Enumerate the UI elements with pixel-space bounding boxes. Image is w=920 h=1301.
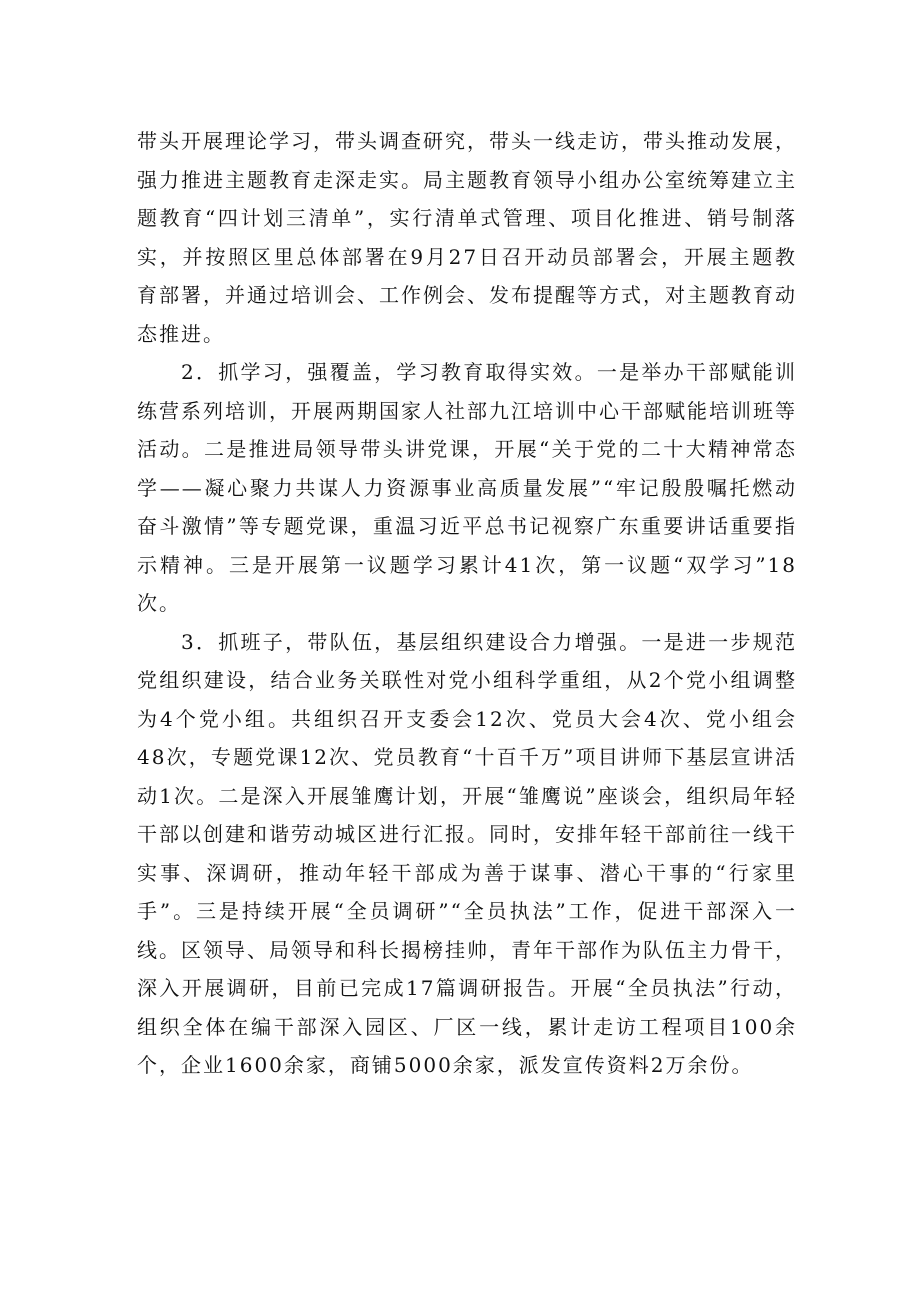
paragraph-item-2: 2．抓学习，强覆盖，学习教育取得实效。一是举办干部赋能训练营系列培训，开展两期国家人社部九江培训中心干部赋能培训班等活动。二是推进局领导带头讲党课，开展“关于党的二十大精神常态学——凝心聚力共谋人力资源事业高质量发展”“牢记殷殷嘱托燃动奋斗激情”等专题党课，重温习近平总书记视察广东重要讲话重要指示精神。三是开展第一议题学习累计41次，第一议题“双学习”18次。 bbox=[137, 360, 797, 615]
paragraph-continuation: 带头开展理论学习，带头调查研究，带头一线走访，带头推动发展，强力推进主题教育走深走实。局主题教育领导小组办公室统筹建立主题教育“四计划三清单”，实行清单式管理、项目化推进、销号制落实，并按照区里总体部署在9月27日召开动员部署会，开展主题教育部署，并通过培训会、工作例会、发布提醒等方式，对主题教育动态推进。 bbox=[137, 129, 797, 346]
paragraph-item-3: 3．抓班子，带队伍，基层组织建设合力增强。一是进一步规范党组织建设，结合业务关联性对党小组科学重组，从2个党小组调整为4个党小组。共组织召开支委会12次、党员大会4次、党小组会48次，专题党课12次、党员教育“十百千万”项目讲师下基层宣讲活动1次。二是深入开展雏鹰计划，开展“雏鹰说”座谈会，组织局年轻干部以创建和谐劳动城区进行汇报。同时，安排年轻干部前往一线干实事、深调研，推动年轻干部成为善于谋事、潜心干事的“行家里手”。三是持续开展“全员调研”“全员执法”工作，促进干部深入一线。区领导、局领导和科长揭榜挂帅，青年干部作为队伍主力骨干，深入开展调研，目前已完成17篇调研报告。开展“全员执法”行动，组织全体在编干部深入园区、厂区一线，累计走访工程项目100余个，企业1600余家，商铺5000余家，派发宣传资料2万余份。 bbox=[137, 629, 797, 1077]
document-body bbox=[137, 122, 797, 1085]
